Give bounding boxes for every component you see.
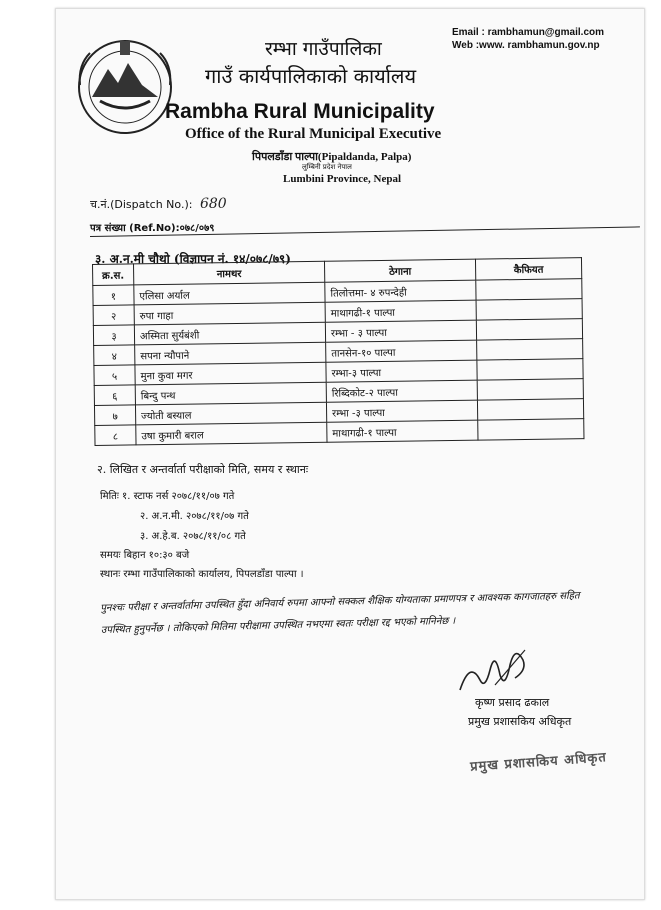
office-nepali: गाउँ कार्यपालिकाको कार्यालय	[205, 64, 417, 88]
col-remark: कैफियत	[475, 258, 581, 280]
col-address: ठेगाना	[324, 259, 475, 282]
exam-date-3: ३. अ.हे.ब. २०७८/११/०८ गते	[140, 531, 246, 542]
dispatch-value: 680	[199, 196, 227, 212]
cell-sn: ७	[94, 405, 135, 426]
cell-remark	[477, 399, 583, 420]
cell-name: एलिसा अर्याल	[134, 282, 325, 305]
cell-sn: १	[93, 285, 134, 306]
cell-remark	[476, 319, 582, 340]
cell-sn: ८	[95, 425, 136, 446]
cell-name: अस्मिता सुर्यबंशी	[134, 322, 325, 345]
cell-address: माथागढी-१ पाल्पा	[325, 300, 476, 322]
cell-name: मुना कुवा मगर	[135, 362, 326, 385]
cell-address: तानसेन-१० पाल्पा	[326, 340, 477, 362]
cell-address: तिलोत्तमा- ४ रुपन्देही	[325, 280, 476, 302]
cell-remark	[477, 339, 583, 360]
cell-sn: २	[93, 305, 134, 326]
cell-remark	[477, 379, 583, 400]
cell-address: माथागढी-१ पाल्पा	[327, 420, 478, 442]
cell-name: उषा कुमारी बराल	[136, 422, 327, 445]
candidate-table	[92, 257, 584, 446]
cell-name: ज्योती बस्याल	[135, 402, 326, 425]
cell-sn: ६	[94, 385, 135, 406]
col-sn: क्र.स.	[93, 264, 134, 286]
address-line-2: लुम्बिनी प्रदेश नेपाल	[302, 163, 352, 171]
cell-sn: ४	[94, 345, 135, 366]
cell-address: रम्भा - ३ पाल्पा	[325, 320, 476, 342]
email-text: Email : rambhamun@gmail.com	[452, 27, 605, 38]
address-line-1: पिपलडाँडा पाल्पा(Pipaldanda, Palpa)	[252, 151, 412, 163]
signer-title: प्रमुख प्रशासकिय अधिकृत	[468, 715, 572, 728]
title-nepali: रम्भा गाउँपालिका	[265, 38, 382, 60]
exam-date-1: मितिः १. स्टाफ नर्स २०७८/११/०७ गते	[100, 491, 235, 502]
dispatch-label: च.नं.(Dispatch No.):	[90, 198, 193, 211]
cell-remark	[477, 359, 583, 380]
cell-name: सपना न्यौपाने	[135, 342, 326, 365]
cell-remark	[476, 279, 582, 300]
address-line-3: Lumbini Province, Nepal	[283, 173, 402, 185]
list-heading: ३. अ.न.मी चौथो (विज्ञापन नं. १४/०७८/७९)	[95, 252, 291, 266]
cell-name: रुपा गाहा	[134, 302, 325, 325]
office-english: Office of the Rural Municipal Executive	[185, 126, 442, 142]
signer-name: कृष्ण प्रसाद ढकाल	[475, 696, 550, 709]
postscript-note: पुनश्चः परीक्षा र अन्तर्वार्तामा उपस्थित हुँदा अनिवार्य रुपमा आफ्नो सक्कल शैक्षिक योग्यताका प्रमाणपत्र र आवश्यक कागजातहरु सहित उपस्थित हुनुपर्नेछ । तोकिएको मितिमा परीक्षामा उपस्थित नभएमा स्वतः परीक्षा रद्द भएको मानिनेछ ।	[100, 590, 580, 636]
cell-sn: ५	[94, 365, 135, 386]
exam-heading: २. लिखित र अन्तर्वार्ता परीक्षाको मिति, समय र स्थानः	[97, 463, 309, 476]
exam-date-2: २. अ.न.मी. २०७८/११/०७ गते	[140, 511, 249, 522]
cell-sn: ३	[93, 325, 134, 346]
col-name: नामथर	[134, 261, 325, 285]
official-stamp: प्रमुख प्रशासकिय अधिकृत	[469, 750, 608, 775]
cell-address: रम्भा -३ पाल्पा	[326, 400, 477, 422]
cell-address: रिब्दिकोट-२ पाल्पा	[326, 380, 477, 402]
web-text: Web :www. rambhamun.gov.np	[452, 40, 600, 51]
contact-block	[452, 26, 604, 52]
exam-time: समयः बिहान १०:३० बजे	[100, 550, 190, 561]
exam-place: स्थानः रम्भा गाउँपालिकाको कार्यालय, पिपलडाँडा पाल्पा ।	[100, 569, 304, 580]
cell-name: बिन्दु पन्थ	[135, 382, 326, 405]
cell-address: रम्भा-३ पाल्पा	[326, 360, 477, 382]
reference-number: पत्र संख्या (Ref.No):०७८/०७९	[90, 223, 215, 234]
dispatch-number	[90, 196, 227, 212]
title-english: Rambha Rural Municipality	[165, 100, 435, 123]
municipality-logo	[70, 35, 180, 140]
cell-remark	[478, 419, 584, 440]
handwritten-signature	[455, 640, 535, 700]
cell-remark	[476, 299, 582, 320]
